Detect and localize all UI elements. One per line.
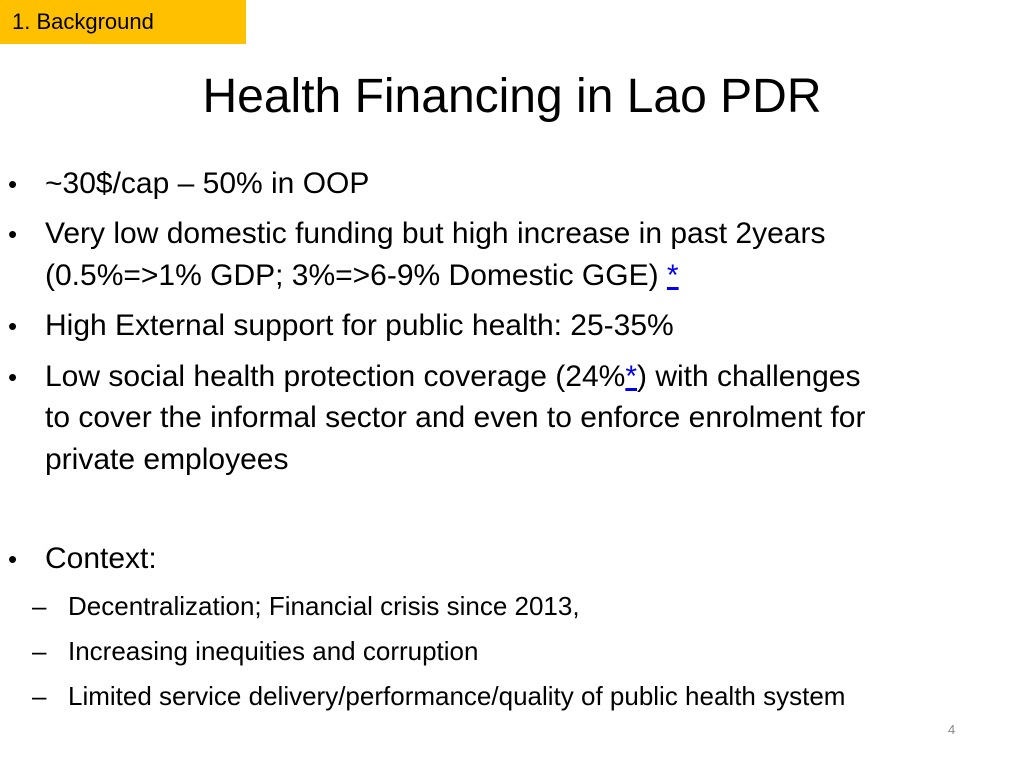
- bullet-item-coverage: [45, 357, 860, 397]
- sub-bullet-item: Decentralization; Financial crisis since 2013,: [68, 591, 580, 621]
- sub-bullet-item: Limited service delivery/performance/quality of public health system: [68, 681, 846, 711]
- reference-link[interactable]: *: [625, 360, 638, 393]
- sub-bullet-item: Increasing inequities and corruption: [68, 636, 479, 666]
- bullet-item-domestic-funding: Very low domestic funding but high increase in past 2years: [45, 217, 826, 250]
- section-tag: 1. Background: [0, 0, 246, 44]
- bullet-icon: •: [8, 169, 18, 199]
- bullet-icon: •: [8, 362, 18, 392]
- slide-title: Health Financing in Lao PDR: [202, 70, 822, 123]
- bullet-item-external-support: High External support for public health: 25-35%: [45, 309, 674, 342]
- bullet-text: (0.5%=>1% GDP; 3%=>6-9% Domestic GGE): [45, 259, 667, 292]
- bullet-item-coverage-cont: to cover the informal sector and even to enforce enrolment for: [45, 401, 866, 434]
- bullet-item-cost: ~30$/cap – 50% in OOP: [45, 167, 370, 200]
- bullet-text: Low social health protection coverage (24%: [45, 360, 626, 393]
- dash-icon: –: [32, 681, 47, 711]
- reference-link[interactable]: *: [666, 259, 679, 292]
- bullet-item-domestic-funding-cont: [45, 256, 679, 296]
- bullet-icon: •: [8, 219, 18, 249]
- bullet-text: ) with challenges: [637, 360, 861, 393]
- bullet-item-context: Context:: [45, 542, 157, 575]
- bullet-icon: •: [8, 544, 18, 574]
- bullet-icon: •: [8, 311, 18, 341]
- bullet-item-coverage-cont: private employees: [45, 443, 289, 476]
- dash-icon: –: [32, 591, 47, 621]
- page-number: 4: [948, 722, 956, 737]
- dash-icon: –: [32, 636, 47, 666]
